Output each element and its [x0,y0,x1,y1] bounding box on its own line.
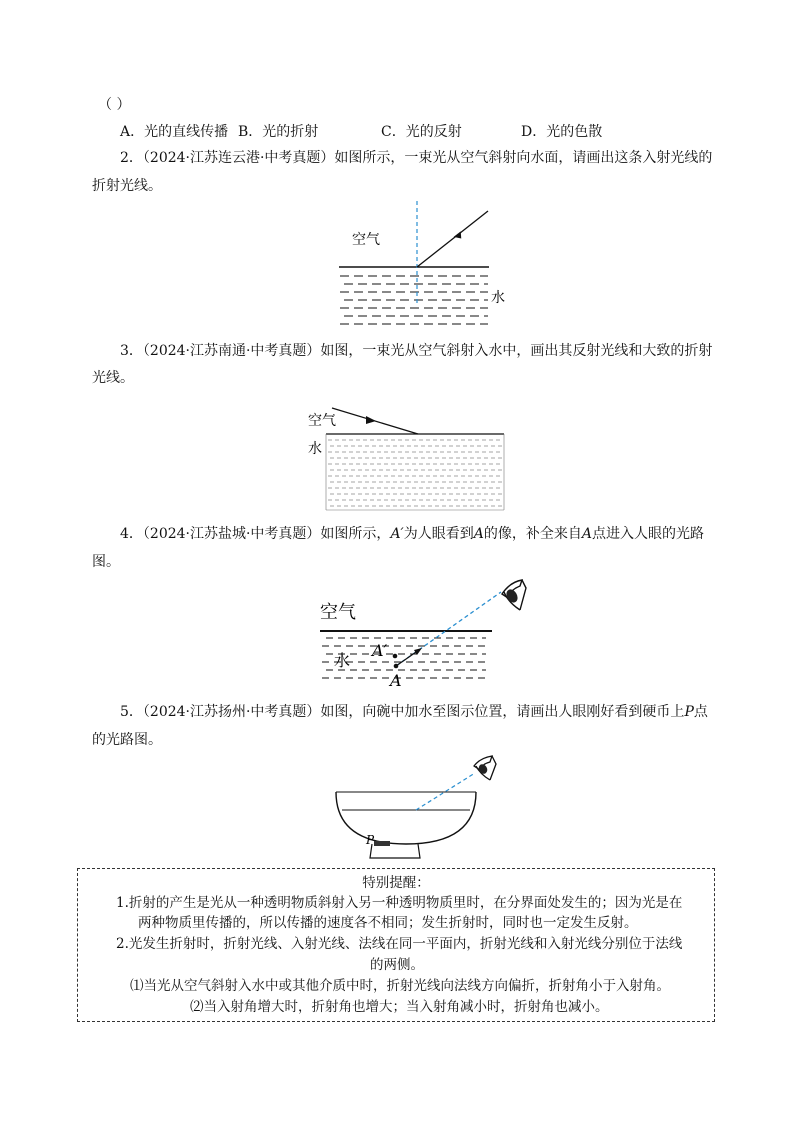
q4-text-line2: 图。 [92,554,120,570]
q3-air-label: 空气 [308,413,336,429]
reminder-point1-line2: 两种物质里传播的，所以传播的速度各不相同；发生折射时，同时也一定发生反射。 [138,915,638,931]
incident-arrow [454,231,465,241]
option-a: A．光的直线传播 [120,124,229,140]
q3-incident-arrow [366,416,376,424]
q4-air-label: 空气 [320,602,356,623]
reminder-point2-line1: 2.光发生折射时，折射光线、入射光线、法线在同一平面内，折射光线和入射光线分别位于法线 [116,936,683,952]
option-b: B．光的折射 [238,124,319,140]
q2-text-line1: 2．（2024·江苏连云港·中考真题）如图所示，一束光从空气斜射向水面，请画出这条入射光线的 [120,150,713,166]
q5-text-part2: 点 [693,704,708,720]
q4-a-label: A [390,671,402,690]
q4-text-part4: 点进入人眼的光路 [591,526,704,542]
q3-text-line1: 3．（2024·江苏南通·中考真题）如图，一束光从空气斜射入水中，画出其反射光线和大致的折射 [120,343,713,359]
q4-a-prime-label: A′ [372,641,388,660]
reminder-point1-line1: 1.折射的产生是光从一种透明物质斜射入另一种透明物质里时，在分界面处发生的；因为光是在 [116,895,683,911]
q4-text-part3: 的像，补全来自 [483,526,582,542]
water-hatching [340,276,488,324]
reminder-point3: ⑴当光从空气斜射入水中或其他介质中时，折射光线向法线方向偏折，折射角小于入射角。 [130,978,670,994]
option-d: D．光的色散 [521,124,603,140]
q4-var-a2: A [581,526,592,542]
q4-var-a: A [473,526,484,542]
eye-icon [502,580,526,610]
bowl-base [370,844,420,858]
q5-p-label: P [366,833,375,847]
q4-text-line1 [120,524,704,544]
q3-figure [304,402,504,512]
q4-var-a-prime: A′ [390,526,404,542]
q4-image-point-a-prime [393,654,398,659]
q4-figure [316,574,532,692]
q4-water-label: 水 [334,651,351,670]
q3-text-line2: 光线。 [92,370,134,386]
eye-icon [474,756,496,780]
q5-text-line2: 的光路图。 [92,732,162,748]
coin [374,841,390,846]
q5-text-line1 [120,702,708,722]
reminder-point2-line2: 的两侧。 [370,957,424,973]
q2-air-label: 空气 [352,232,380,248]
q3-water-hatching [328,440,502,506]
option-c: C．光的反射 [381,124,462,140]
reminder-title: 特别提醒： [362,875,430,891]
q5-figure [330,752,490,864]
bowl [336,792,476,844]
answer-parentheses: （ ） [98,97,131,113]
q5-var-p: P [684,704,694,720]
incident-ray [417,211,488,267]
reminder-point4: ⑵当入射角增大时，折射角也增大；当入射角减小时，折射角也减小。 [190,999,609,1015]
q3-water-label: 水 [308,441,322,457]
q4-text-part2: 为人眼看到 [403,526,474,542]
q2-figure [330,198,505,330]
special-reminder-box [77,868,715,1022]
q5-text-part1: 5．（2024·江苏扬州·中考真题）如图，向碗中加水至图示位置，请画出人眼刚好看到硬币上 [120,704,685,720]
q2-text-line2: 折射光线。 [92,178,162,194]
q2-water-label: 水 [491,290,505,306]
q4-object-point-a [394,664,399,669]
q4-text-part1: 4．（2024·江苏盐城·中考真题）如图所示， [120,526,391,542]
